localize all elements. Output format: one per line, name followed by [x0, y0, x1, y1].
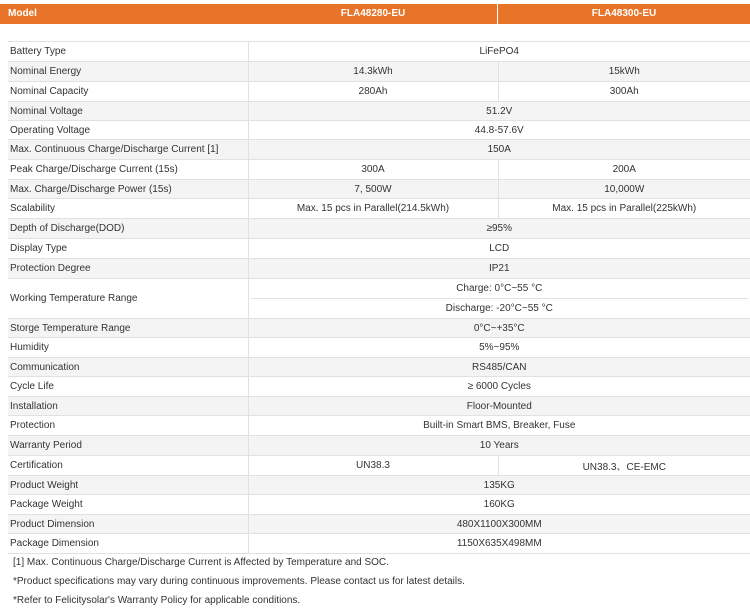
spec-label: Working Temperature Range	[8, 279, 248, 319]
table-row	[8, 397, 750, 416]
table-row	[8, 416, 750, 436]
spec-label: Display Type	[8, 239, 248, 259]
spec-value: UN38.3、CE-EMC	[498, 456, 750, 476]
spec-value: LCD	[248, 239, 750, 259]
footnote: [1] Max. Continuous Charge/Discharge Current is Affected by Temperature and SOC.	[13, 557, 389, 568]
table-row	[8, 239, 750, 259]
spec-value: 200A	[498, 160, 750, 180]
table-row	[8, 495, 750, 515]
table-row	[8, 534, 750, 554]
table-row	[8, 515, 750, 534]
spec-value: 135KG	[248, 476, 750, 495]
spec-label: Scalability	[8, 199, 248, 219]
table-row	[8, 319, 750, 338]
spec-value: LiFePO4	[248, 42, 750, 62]
spec-value: 0°C~+35°C	[248, 319, 750, 338]
spec-value	[248, 279, 750, 319]
table-row	[8, 377, 750, 397]
spec-value: 10,000W	[498, 180, 750, 199]
spec-label: Certification	[8, 456, 248, 476]
spec-table-body	[8, 42, 750, 554]
spec-value-line: Charge: 0°C~55 °C	[251, 279, 749, 299]
table-row	[8, 259, 750, 279]
table-row	[8, 476, 750, 495]
spec-value: 14.3kWh	[248, 62, 498, 82]
spec-value: 300A	[248, 160, 498, 180]
spec-value: Max. 15 pcs in Parallel(225kWh)	[498, 199, 750, 219]
footnote: *Refer to Felicitysolar's Warranty Policy for applicable conditions.	[13, 595, 301, 606]
table-row	[8, 358, 750, 377]
spec-value: Floor-Mounted	[248, 397, 750, 416]
table-row	[8, 279, 750, 319]
spec-value: 300Ah	[498, 82, 750, 102]
spec-label: Depth of Discharge(DOD)	[8, 219, 248, 239]
table-row	[8, 160, 750, 180]
table-row	[8, 456, 750, 476]
spec-value: 5%~95%	[248, 338, 750, 358]
spec-label: Battery Type	[8, 42, 248, 62]
table-row	[8, 42, 750, 62]
header-model-1: FLA48280-EU	[340, 8, 406, 19]
spec-value: 150A	[248, 140, 750, 160]
table-row	[8, 199, 750, 219]
table-row	[8, 436, 750, 456]
spec-value: RS485/CAN	[248, 358, 750, 377]
spec-value: 7, 500W	[248, 180, 498, 199]
spec-value: 15kWh	[498, 62, 750, 82]
spec-value: IP21	[248, 259, 750, 279]
table-row	[8, 62, 750, 82]
spec-label: Package Dimension	[8, 534, 248, 554]
spec-value: 160KG	[248, 495, 750, 515]
spec-value: ≥ 6000 Cycles	[248, 377, 750, 397]
spec-label: Product Dimension	[8, 515, 248, 534]
spec-label: Nominal Voltage	[8, 102, 248, 121]
table-row	[8, 219, 750, 239]
table-row	[8, 121, 750, 140]
spec-value: Built-in Smart BMS, Breaker, Fuse	[248, 416, 750, 436]
table-row	[8, 82, 750, 102]
spec-label: Communication	[8, 358, 248, 377]
spec-value: 280Ah	[248, 82, 498, 102]
footnote: *Product specifications may vary during continuous improvements. Please contact us for latest details.	[13, 576, 465, 587]
spec-label: Cycle Life	[8, 377, 248, 397]
spec-label: Installation	[8, 397, 248, 416]
spec-value-line: Discharge: -20°C~55 °C	[445, 303, 553, 314]
table-row	[8, 140, 750, 160]
spec-label: Nominal Energy	[8, 62, 248, 82]
spec-value: 51.2V	[248, 102, 750, 121]
spec-table	[8, 41, 750, 554]
header-model-2: FLA48300-EU	[591, 8, 657, 19]
spec-label: Storge Temperature Range	[8, 319, 248, 338]
table-row	[8, 102, 750, 121]
table-row	[8, 338, 750, 358]
spec-value: 44.8-57.6V	[248, 121, 750, 140]
spec-label: Protection Degree	[8, 259, 248, 279]
spec-label: Product Weight	[8, 476, 248, 495]
spec-label: Warranty Period	[8, 436, 248, 456]
spec-label: Max. Continuous Charge/Discharge Current [1]	[8, 140, 248, 160]
spec-label: Package Weight	[8, 495, 248, 515]
spec-value: 1150X635X498MM	[248, 534, 750, 554]
table-header	[0, 4, 750, 24]
spec-label: Protection	[8, 416, 248, 436]
spec-value: UN38.3	[248, 456, 498, 476]
spec-value: 10 Years	[248, 436, 750, 456]
spec-value: Max. 15 pcs in Parallel(214.5kWh)	[248, 199, 498, 219]
spec-label: Peak Charge/Discharge Current (15s)	[8, 160, 248, 180]
spec-label: Humidity	[8, 338, 248, 358]
spec-label: Nominal Capacity	[8, 82, 248, 102]
spec-label: Operating Voltage	[8, 121, 248, 140]
header-model: Model	[8, 8, 37, 19]
spec-label: Max. Charge/Discharge Power (15s)	[8, 180, 248, 199]
table-row	[8, 180, 750, 199]
spec-value: ≥95%	[248, 219, 750, 239]
spec-value: 480X1100X300MM	[248, 515, 750, 534]
footnotes	[13, 553, 465, 610]
